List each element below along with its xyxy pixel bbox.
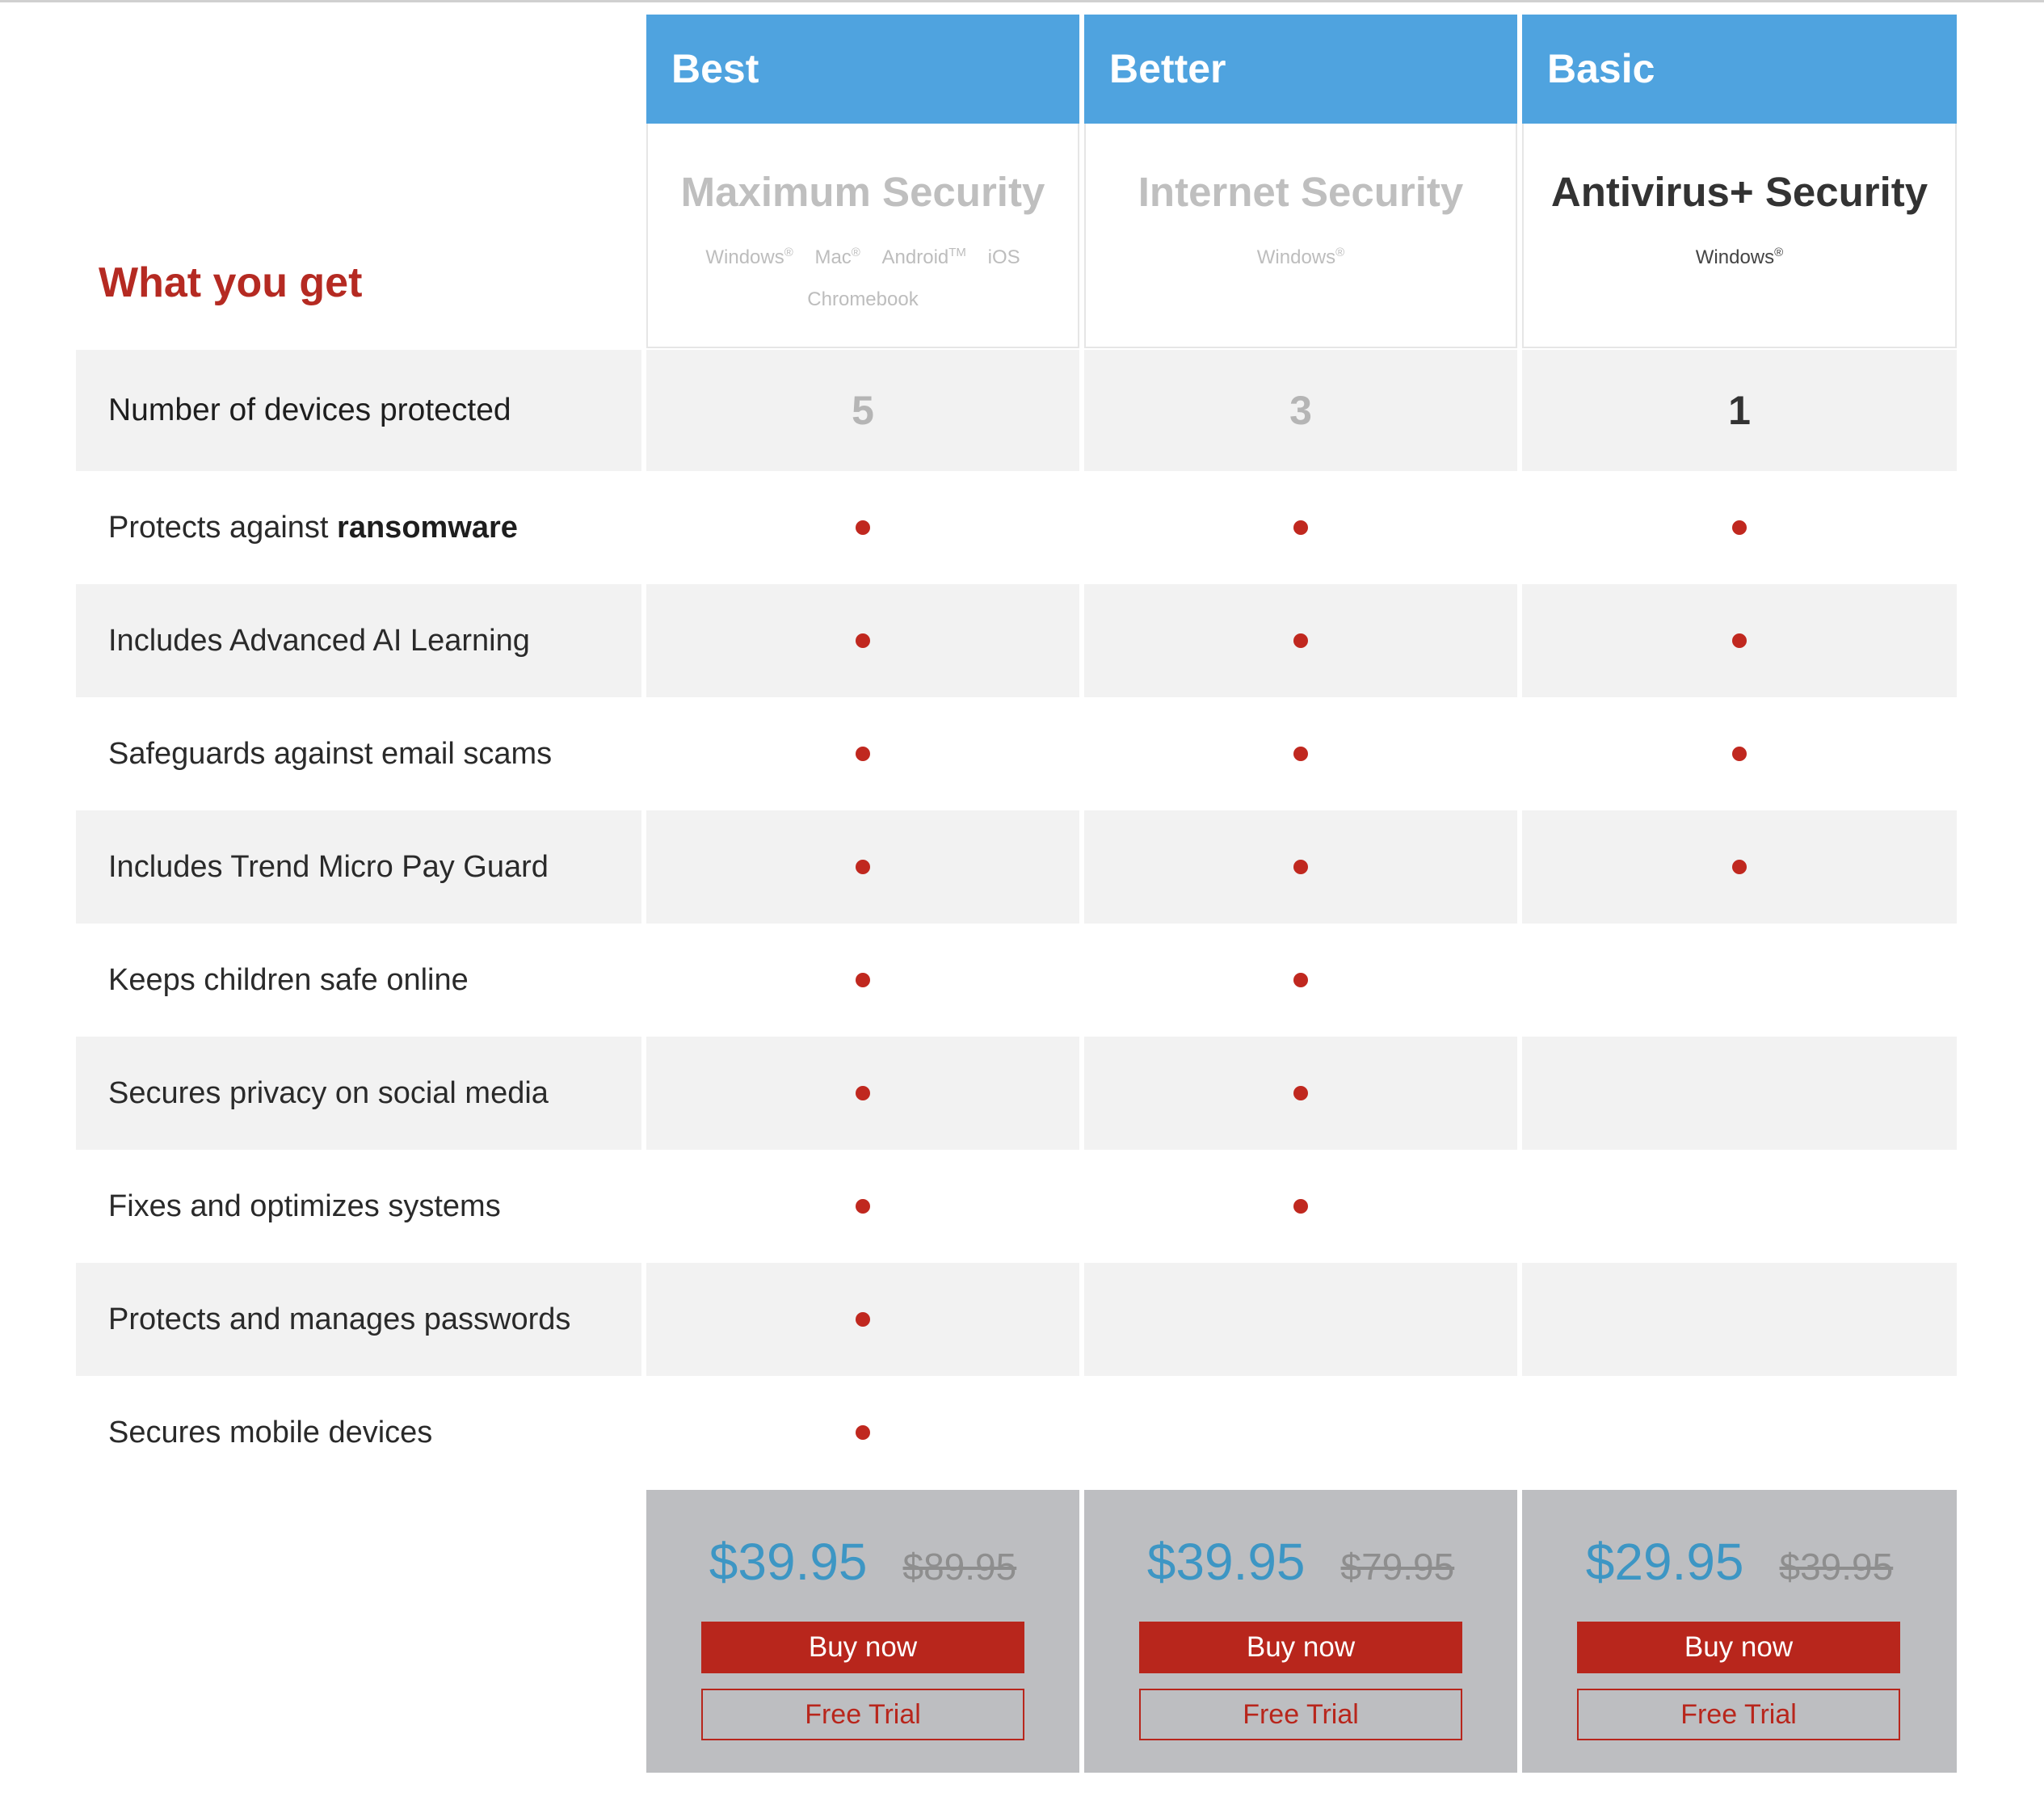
platform-windows: Windows® bbox=[705, 246, 793, 268]
buy-now-button[interactable]: Buy now bbox=[701, 1622, 1024, 1673]
included-dot-icon bbox=[856, 1312, 870, 1327]
original-price: $39.95 bbox=[1779, 1546, 1894, 1588]
included-dot-icon bbox=[856, 973, 870, 987]
feature-value-cell bbox=[1522, 471, 1957, 584]
pricing-box-maximum-security bbox=[646, 1490, 1079, 1773]
feature-value-cell bbox=[646, 1376, 1079, 1489]
feature-value-cell bbox=[646, 810, 1079, 924]
original-price: $89.95 bbox=[902, 1546, 1017, 1588]
feature-value-cell bbox=[1522, 810, 1957, 924]
feature-value-cell bbox=[1522, 924, 1957, 1037]
devices-count-cell bbox=[1084, 350, 1517, 471]
plan-platforms bbox=[648, 232, 1078, 321]
original-price: $79.95 bbox=[1340, 1546, 1455, 1588]
included-dot-icon bbox=[856, 1086, 870, 1100]
plan-platforms bbox=[1524, 232, 1955, 279]
feature-row bbox=[0, 697, 2044, 810]
plan-card-maximum-security[interactable] bbox=[646, 124, 1079, 348]
included-dot-icon bbox=[1732, 520, 1747, 535]
feature-value-cell bbox=[646, 471, 1079, 584]
free-trial-button[interactable]: Free Trial bbox=[1139, 1689, 1462, 1740]
price-line bbox=[1522, 1532, 1957, 1592]
feature-value-cell bbox=[646, 584, 1079, 697]
plan-card-internet-security[interactable] bbox=[1084, 124, 1517, 348]
devices-count-cell bbox=[1522, 350, 1957, 471]
feature-label-text: Keeps children safe online bbox=[108, 962, 469, 997]
feature-label bbox=[76, 584, 641, 697]
feature-value-cell bbox=[1522, 1263, 1957, 1376]
current-price: $39.95 bbox=[1146, 1533, 1306, 1591]
included-dot-icon bbox=[1732, 860, 1747, 874]
feature-value-cell bbox=[1084, 1263, 1517, 1376]
feature-label bbox=[76, 1150, 641, 1263]
included-dot-icon bbox=[856, 1199, 870, 1214]
feature-value-cell bbox=[646, 924, 1079, 1037]
feature-value-cell bbox=[1084, 1376, 1517, 1489]
feature-label-text: Fixes and optimizes systems bbox=[108, 1189, 501, 1223]
feature-row bbox=[0, 1150, 2044, 1263]
feature-value-cell bbox=[1522, 697, 1957, 810]
tier-header-best: Best bbox=[646, 15, 1079, 124]
devices-count-cell bbox=[646, 350, 1079, 471]
feature-label-text: Safeguards against email scams bbox=[108, 736, 553, 771]
buy-now-button[interactable]: Buy now bbox=[1139, 1622, 1462, 1673]
plan-platforms bbox=[1086, 232, 1516, 279]
included-dot-icon bbox=[1732, 747, 1747, 761]
feature-row bbox=[0, 924, 2044, 1037]
feature-label-text: Secures mobile devices bbox=[108, 1415, 433, 1449]
platform-ios: iOS bbox=[987, 246, 1020, 268]
devices-row-label: Number of devices protected bbox=[76, 350, 641, 471]
feature-value-cell bbox=[646, 1263, 1079, 1376]
tier-header-better: Better bbox=[1084, 15, 1517, 124]
free-trial-button[interactable]: Free Trial bbox=[1577, 1689, 1900, 1740]
included-dot-icon bbox=[1293, 860, 1308, 874]
feature-label-text: Includes Advanced AI Learning bbox=[108, 623, 530, 658]
feature-label bbox=[76, 1263, 641, 1376]
feature-value-cell bbox=[1084, 697, 1517, 810]
devices-count: 1 bbox=[1728, 388, 1751, 433]
feature-label-text: Includes Trend Micro Pay Guard bbox=[108, 849, 549, 884]
platform-windows: Windows® bbox=[1256, 246, 1345, 268]
included-dot-icon bbox=[856, 860, 870, 874]
section-title: What you get bbox=[99, 259, 363, 306]
feature-row bbox=[0, 810, 2044, 924]
feature-label-text: Secures privacy on social media bbox=[108, 1075, 549, 1110]
feature-label bbox=[76, 1037, 641, 1150]
price-line bbox=[1084, 1532, 1517, 1592]
feature-row bbox=[0, 1037, 2044, 1150]
included-dot-icon bbox=[1293, 633, 1308, 648]
current-price: $39.95 bbox=[709, 1533, 868, 1591]
top-divider bbox=[0, 0, 2044, 2]
plan-name: Antivirus+ Security bbox=[1550, 169, 1928, 215]
included-dot-icon bbox=[856, 633, 870, 648]
buy-now-button[interactable]: Buy now bbox=[1577, 1622, 1900, 1673]
devices-row bbox=[0, 350, 2044, 471]
plan-name: Maximum Security bbox=[680, 169, 1045, 215]
feature-value-cell bbox=[1084, 471, 1517, 584]
feature-value-cell bbox=[1522, 584, 1957, 697]
feature-label bbox=[76, 1376, 641, 1489]
platform-mac: Mac® bbox=[814, 246, 860, 268]
included-dot-icon bbox=[1293, 1086, 1308, 1100]
feature-value-cell bbox=[1084, 924, 1517, 1037]
feature-value-cell bbox=[646, 1037, 1079, 1150]
feature-value-cell bbox=[646, 1150, 1079, 1263]
feature-row bbox=[0, 471, 2044, 584]
feature-value-cell bbox=[1084, 584, 1517, 697]
feature-value-cell bbox=[1084, 1037, 1517, 1150]
feature-value-cell bbox=[646, 697, 1079, 810]
feature-label-emphasis: ransomware bbox=[337, 510, 518, 545]
feature-label-text: Protects and manages passwords bbox=[108, 1302, 571, 1336]
included-dot-icon bbox=[856, 747, 870, 761]
feature-row bbox=[0, 584, 2044, 697]
feature-label bbox=[76, 810, 641, 924]
feature-label-text: Protects against bbox=[108, 510, 338, 545]
feature-value-cell bbox=[1522, 1376, 1957, 1489]
included-dot-icon bbox=[1293, 1199, 1308, 1214]
feature-label bbox=[76, 471, 641, 584]
pricing-box-antivirus-plus-security bbox=[1522, 1490, 1957, 1773]
platform-windows: Windows® bbox=[1695, 246, 1784, 268]
tier-header-basic: Basic bbox=[1522, 15, 1957, 124]
price-line bbox=[646, 1532, 1079, 1592]
feature-label bbox=[76, 697, 641, 810]
included-dot-icon bbox=[1293, 520, 1308, 535]
feature-row bbox=[0, 1376, 2044, 1489]
current-price: $29.95 bbox=[1585, 1533, 1744, 1591]
platform-android: Android™ bbox=[881, 246, 966, 268]
pricing-box-internet-security bbox=[1084, 1490, 1517, 1773]
feature-value-cell bbox=[1084, 1150, 1517, 1263]
feature-value-cell bbox=[1522, 1150, 1957, 1263]
free-trial-button[interactable]: Free Trial bbox=[701, 1689, 1024, 1740]
included-dot-icon bbox=[856, 1425, 870, 1440]
feature-row bbox=[0, 1263, 2044, 1376]
platform-chromebook: Chromebook bbox=[807, 288, 919, 310]
feature-value-cell bbox=[1084, 810, 1517, 924]
included-dot-icon bbox=[1293, 747, 1308, 761]
devices-count: 3 bbox=[1289, 388, 1312, 433]
feature-label bbox=[76, 924, 641, 1037]
feature-value-cell bbox=[1522, 1037, 1957, 1150]
devices-count: 5 bbox=[852, 388, 874, 433]
plan-card-antivirus-plus-security[interactable] bbox=[1522, 124, 1957, 348]
included-dot-icon bbox=[856, 520, 870, 535]
included-dot-icon bbox=[1732, 633, 1747, 648]
plan-name: Internet Security bbox=[1138, 169, 1464, 215]
included-dot-icon bbox=[1293, 973, 1308, 987]
